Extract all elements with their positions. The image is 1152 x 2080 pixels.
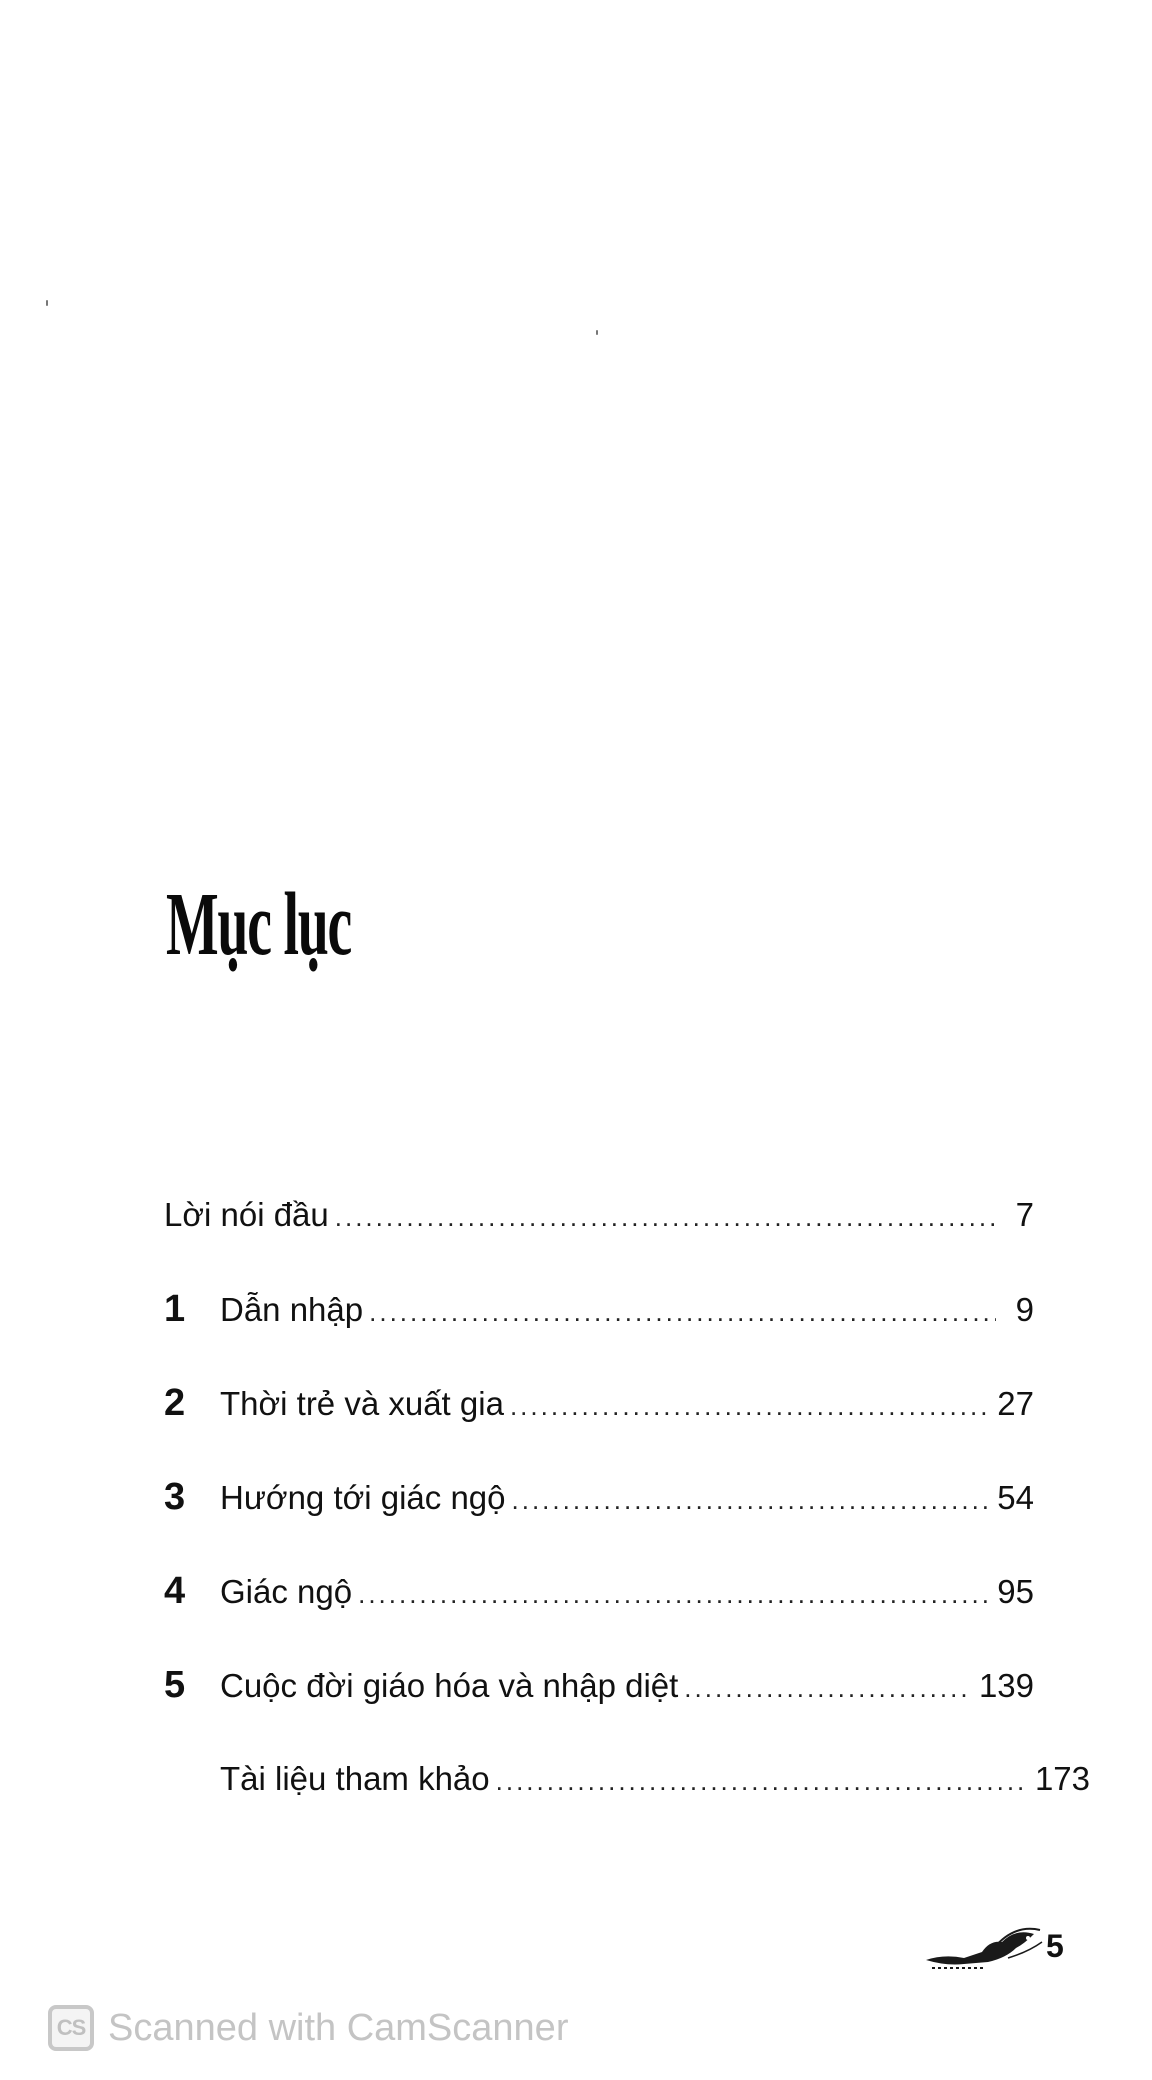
toc-entry-page: 9 [1015, 1291, 1034, 1328]
toc-entry-number: 3 [164, 1476, 186, 1518]
toc-entry [164, 1190, 1034, 1240]
camscanner-watermark [48, 2002, 568, 2054]
toc-leader-dots [510, 1381, 989, 1431]
toc-entry-page: 173 [1034, 1760, 1090, 1797]
toc-entry-label: Thời trẻ và xuất gia [220, 1385, 504, 1422]
toc-entry-label: Cuộc đời giáo hóa và nhập diệt [220, 1667, 679, 1704]
toc-leader-dots [335, 1192, 996, 1242]
logo-text: CS [56, 2015, 86, 2040]
toc-entry [164, 1566, 1034, 1616]
toc-leader-dots [512, 1475, 990, 1525]
page-number: 5 [1046, 1928, 1064, 1964]
toc-entry [164, 1378, 1034, 1428]
toc-leader-dots [684, 1663, 971, 1713]
toc-entry-label: Tài liệu tham khảo [220, 1760, 490, 1797]
toc-entry [164, 1754, 1090, 1804]
toc-entry-page: 54 [997, 1479, 1034, 1516]
toc-entry [164, 1660, 1034, 1710]
toc-entry-number: 4 [164, 1570, 186, 1612]
toc-entry-label: Dẫn nhập [220, 1291, 364, 1328]
scan-speck [46, 300, 48, 306]
toc-entry-page: 95 [997, 1573, 1034, 1610]
toc-entry-page: 27 [997, 1385, 1034, 1422]
toc-entry-number: 2 [164, 1382, 186, 1424]
toc-leader-dots [358, 1569, 989, 1619]
toc-entry-number: 1 [164, 1288, 186, 1330]
toc-entry-page: 139 [978, 1667, 1034, 1704]
toc-entry [164, 1472, 1034, 1522]
ornament-icon [924, 1918, 1044, 1970]
camscanner-logo-icon [48, 2005, 94, 2051]
scan-speck [596, 330, 598, 335]
toc-entry-number: 5 [164, 1664, 186, 1706]
page-title: Mục lục [166, 875, 352, 974]
toc-entry-page: 7 [1015, 1196, 1034, 1233]
toc-entry-label: Hướng tới giác ngộ [220, 1479, 506, 1516]
toc-entry-label: Giác ngộ [220, 1573, 353, 1610]
watermark-text: Scanned with CamScanner [108, 2006, 569, 2049]
toc-leader-dots [496, 1756, 1027, 1806]
toc-leader-dots [369, 1287, 996, 1337]
toc-entry-label: Lời nói đầu [164, 1196, 329, 1233]
toc-entry [164, 1284, 1034, 1334]
